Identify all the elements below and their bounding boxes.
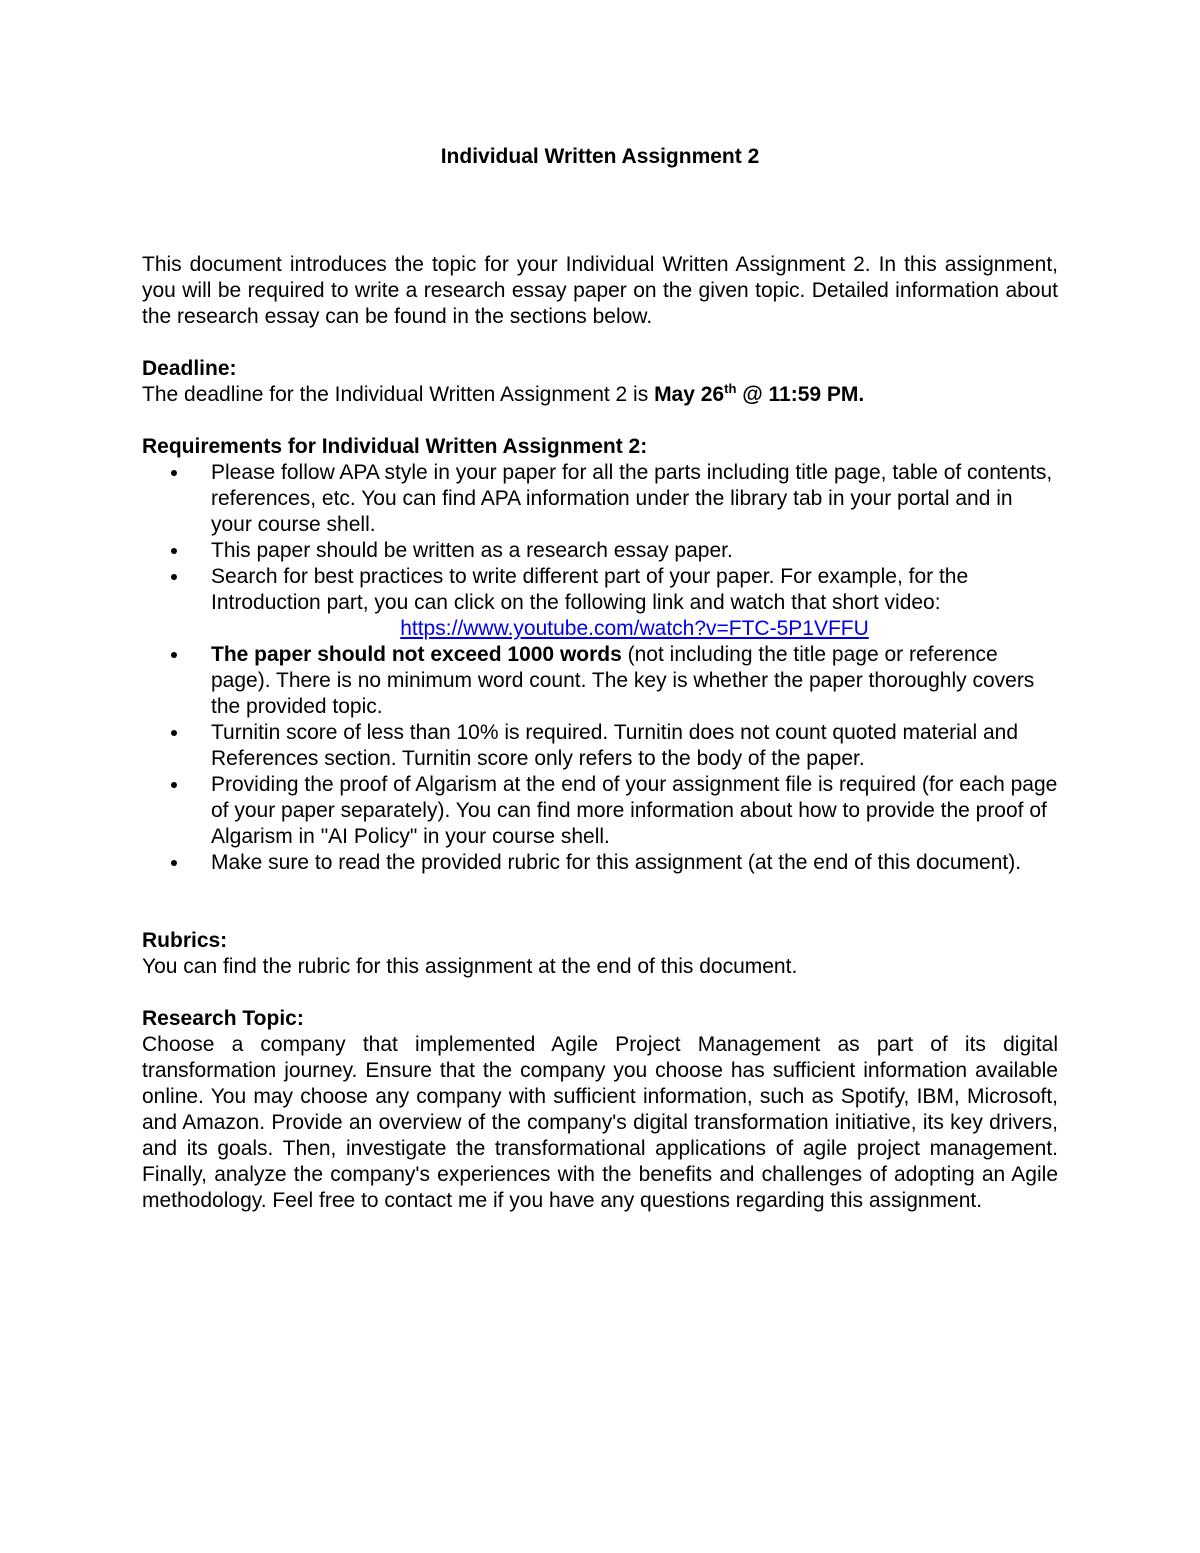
intro-paragraph: This document introduces the topic for your Individual Written Assignment 2. In this assignment, you will be required to write a research essay paper on the given topic. Detailed information about the research essay can be found in the sections below.: [142, 253, 1058, 328]
requirement-text: Turnitin score of less than 10% is required. Turnitin does not count quoted material and References section. Turnitin score only refers to the body of the paper.: [211, 721, 1019, 770]
requirement-bold-text: The paper should not exceed 1000 words: [211, 643, 622, 666]
document-content: [142, 144, 1058, 1214]
video-link-line: [211, 616, 1058, 642]
bullet-icon: [171, 548, 177, 554]
list-item: [142, 720, 1058, 772]
requirement-text: This paper should be written as a research essay paper.: [211, 539, 733, 562]
rubrics-heading: Rubrics:: [142, 929, 228, 952]
bullet-icon: [171, 782, 177, 788]
deadline-prefix: The deadline for the Individual Written Assignment 2 is: [142, 383, 655, 406]
list-item: [142, 772, 1058, 850]
document-title: Individual Written Assignment 2: [440, 145, 760, 168]
requirements-list: [142, 460, 1058, 876]
requirements-heading: Requirements for Individual Written Assignment 2:: [142, 435, 648, 458]
research-topic-heading: Research Topic:: [142, 1007, 304, 1030]
deadline-text: [142, 382, 1058, 408]
list-item: [142, 538, 1058, 564]
requirement-text: (not including the title page or reference page). There is no minimum word count. The key is whether the paper thoroughly covers the provided topic.: [211, 643, 1035, 718]
list-item: [142, 564, 1058, 642]
bullet-icon: [171, 574, 177, 580]
bullet-icon: [171, 730, 177, 736]
deadline-date-suffix: th: [724, 381, 737, 396]
research-topic-text: Choose a company that implemented Agile Project Management as part of its digital transformation journey. Ensure that the company you choose has sufficient information available online. You may choose any company with sufficient information, such as Spotify, IBM, Microsoft, and Amazon. Provide an overview of the company's digital transformation initiative, its key drivers, and its goals. Then, investigate the transformational applications of agile project management. Finally, analyze the company's experiences with the benefits and challenges of adopting an Agile methodology. Feel free to contact me if you have any questions regarding this assignment.: [142, 1033, 1058, 1212]
requirement-text: Providing the proof of Algarism at the end of your assignment file is required (for each page of your paper separately). You can find more information about how to provide the proof of Algarism in "AI Policy" in your course shell.: [211, 773, 1058, 848]
deadline-date: May 26: [654, 383, 725, 406]
requirement-text: Search for best practices to write different part of your paper. For example, for the Introduction part, you can click on the following link and watch that short video:: [211, 565, 969, 614]
rubrics-text: You can find the rubric for this assignment at the end of this document.: [142, 955, 798, 978]
list-item: [142, 642, 1058, 720]
bullet-icon: [171, 860, 177, 866]
youtube-link[interactable]: https://www.youtube.com/watch?v=FTC-5P1VFFU: [400, 617, 869, 640]
bullet-icon: [171, 470, 177, 476]
requirement-text: Please follow APA style in your paper for all the parts including title page, table of contents, references, etc. You can find APA information under the library tab in your portal and in your course shell.: [211, 461, 1053, 536]
requirement-text: Make sure to read the provided rubric for this assignment (at the end of this document).: [211, 851, 1022, 874]
deadline-time: @ 11:59 PM.: [736, 383, 865, 406]
list-item: [142, 850, 1058, 876]
deadline-heading: Deadline:: [142, 357, 237, 380]
list-item: [142, 460, 1058, 538]
bullet-icon: [171, 652, 177, 658]
